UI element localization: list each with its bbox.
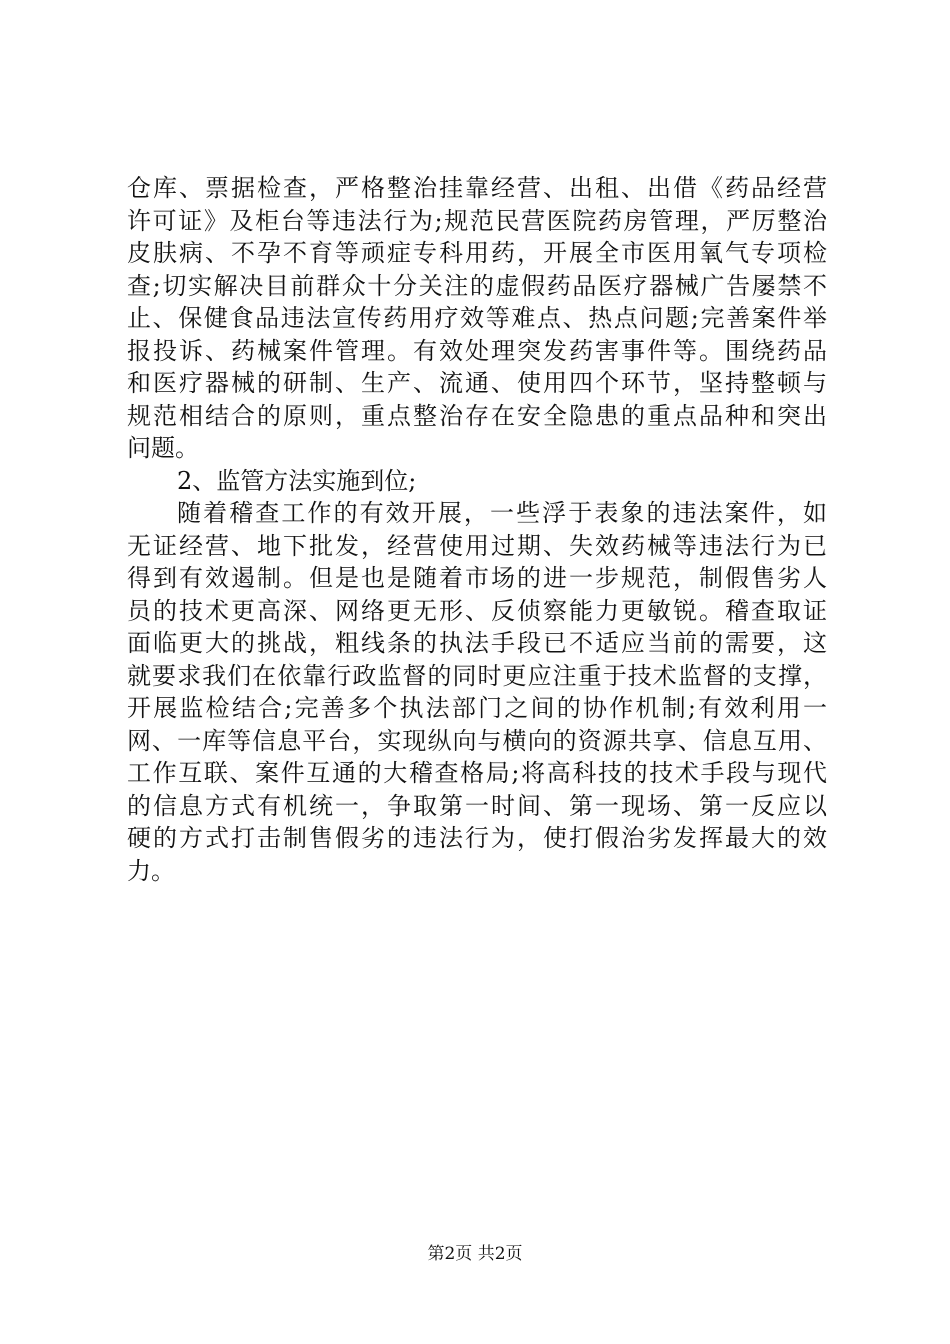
text-line: 员的技术更高深、网络更无形、反侦察能力更敏锐。稽查取证 (127, 596, 827, 625)
text-line: 的信息方式有机统一，争取第一时间、第一现场、第一反应以 (127, 791, 827, 820)
text-line: 和医疗器械的研制、生产、流通、使用四个环节，坚持整顿与 (127, 369, 827, 397)
text-line: 规范相结合的原则，重点整治存在安全隐患的重点品种和突出 (127, 401, 827, 430)
text-line: 工作互联、案件互通的大稽查格局;将高科技的技术手段与现代 (127, 759, 827, 787)
text-line: 止、保健食品违法宣传药用疗效等难点、热点问题;完善案件举 (127, 304, 827, 332)
document-body (127, 172, 827, 887)
text-line: 开展监检结合;完善多个执法部门之间的协作机制;有效利用一 (127, 694, 827, 722)
text-line: 面临更大的挑战，粗线条的执法手段已不适应当前的需要，这 (127, 629, 827, 657)
text-line: 查;切实解决目前群众十分关注的虚假药品医疗器械广告屡禁不 (127, 271, 827, 300)
text-line: 力。 (127, 856, 175, 885)
text-line: 报投诉、药械案件管理。有效处理突发药害事件等。围绕药品 (127, 336, 827, 365)
text-line: 问题。 (127, 434, 199, 462)
text-line: 皮肤病、不孕不育等顽症专科用药，开展全市医用氧气专项检 (127, 239, 827, 267)
text-line: 许可证》及柜台等违法行为;规范民营医院药房管理，严厉整治 (127, 206, 827, 235)
text-line: 硬的方式打击制售假劣的违法行为，使打假治劣发挥最大的效 (127, 824, 827, 852)
text-line: 仓库、票据检查，严格整治挂靠经营、出租、出借《药品经营 (127, 174, 827, 202)
text-line: 得到有效遏制。但是也是随着市场的进一步规范，制假售劣人 (127, 564, 827, 592)
text-line: 就要求我们在依靠行政监督的同时更应注重于技术监督的支撑， (127, 661, 827, 690)
text-line: 随着稽查工作的有效开展，一些浮于表象的违法案件，如 (177, 499, 827, 527)
section-heading: 2、监管方法实施到位; (177, 466, 417, 495)
page-footer: 第2页 共2页 (427, 1244, 523, 1264)
text-line: 无证经营、地下批发，经营使用过期、失效药械等违法行为已 (127, 531, 827, 560)
text-line: 网、一库等信息平台，实现纵向与横向的资源共享、信息互用、 (127, 726, 827, 755)
